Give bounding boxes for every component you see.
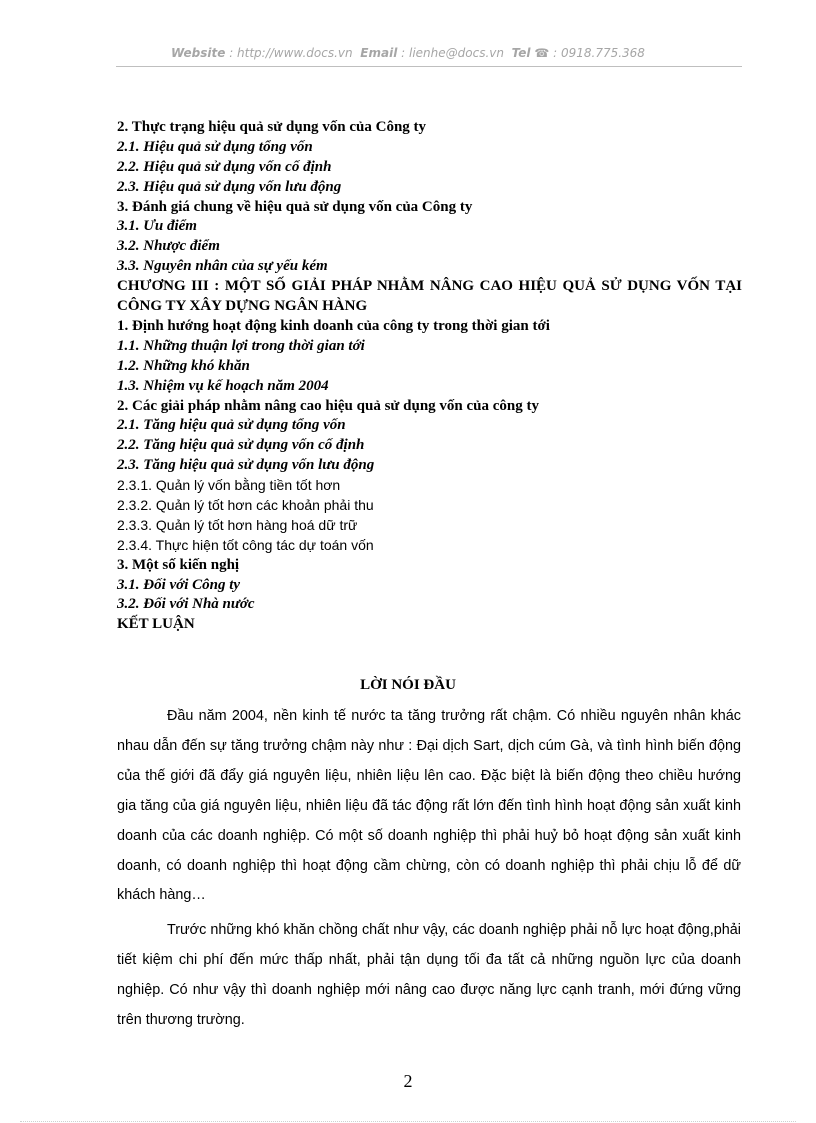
toc-entry: 2.3. Tăng hiệu quả sử dụng vốn lưu động xyxy=(117,457,375,474)
toc-entry: 1.2. Những khó khăn xyxy=(117,357,250,374)
toc-entry: 3. Đánh giá chung về hiệu quả sử dụng vốn của Công ty xyxy=(117,198,473,215)
toc-entry: 2.3.1. Quản lý vốn bằng tiền tốt hơn xyxy=(117,477,341,494)
toc-entry: 1. Định hướng hoạt động kinh doanh của công ty trong thời gian tới xyxy=(117,317,550,334)
paragraph: Đầu năm 2004, nền kinh tế nước ta tăng trưởng rất chậm. Có nhiều nguyên nhân khác nhau dẫn đến sự tăng trưởng chậm này như : Đại dịch Sart, dịch cúm Gà, và tình hình biến động của thế giới đã đẩy giá nguyên liệu, nhiên liệu lên cao. Đặc biệt là biến động theo chiều hướng gia tăng của giá nguyên liệu, nhiên liệu đã tác động rất lớn đến tình hình hoạt động sản xuất kinh doanh của các doanh nghiệp. Có một số doanh nghiệp thì phải huỷ bỏ hoạt động sản xuất kinh doanh, có doanh nghiệp thì hoạt động cầm chừng, còn có doanh nghiệp thì phải chịu lỗ để dữ khách hàng… xyxy=(117,708,741,904)
footer-divider xyxy=(20,1121,796,1122)
table-of-contents xyxy=(117,118,742,635)
body-text xyxy=(117,702,741,1041)
toc-entry: 2.1. Tăng hiệu quả sử dụng tổng vốn xyxy=(117,417,346,434)
toc-entry: 3.3. Nguyên nhân của sự yếu kém xyxy=(117,258,328,275)
toc-entry: 3.1. Đối với Công ty xyxy=(117,576,241,593)
paragraph: Trước những khó khăn chồng chất như vậy, các doanh nghiệp phải nỗ lực hoạt động,phải tiết kiệm chi phí đến mức thấp nhất, phải tận dụng tối đa tất cả những nguồn lực của doanh nghiệp. Có như vậy thì doanh nghiệp mới nâng cao được năng lực cạnh tranh, mới đứng vững trên thương trường. xyxy=(117,922,741,1029)
toc-entry: 2.1. Hiệu quả sử dụng tổng vốn xyxy=(117,138,313,155)
toc-entry: 1.1. Những thuận lợi trong thời gian tới xyxy=(117,337,365,354)
toc-entry: 2.3. Hiệu quả sử dụng vốn lưu động xyxy=(117,178,342,195)
page-number: 2 xyxy=(403,1071,413,1091)
toc-entry: 3.2. Nhược điểm xyxy=(117,238,220,255)
email-value: : lienhe@docs.vn xyxy=(401,46,504,60)
toc-entry: 2. Các giải pháp nhằm nâng cao hiệu quả sử dụng vốn của công ty xyxy=(117,397,540,414)
toc-entry: 2.3.2. Quản lý tốt hơn các khoản phải thu xyxy=(117,496,374,513)
section-title: LỜI NÓI ĐẦU xyxy=(360,677,456,693)
email-label: Email xyxy=(360,46,398,60)
toc-entry: 2. Thực trạng hiệu quả sử dụng vốn của Công ty xyxy=(117,119,427,135)
toc-entry: 2.3.4. Thực hiện tốt công tác dự toán vốn xyxy=(117,536,374,553)
toc-entry: 2.2. Tăng hiệu quả sử dụng vốn cố định xyxy=(117,437,365,454)
website-label: Website xyxy=(171,46,226,60)
toc-entry: 2.3.3. Quản lý tốt hơn hàng hoá dữ trữ xyxy=(117,516,358,533)
toc-entry: 2.2. Hiệu quả sử dụng vốn cố định xyxy=(117,158,332,175)
toc-entry: 3. Một số kiến nghị xyxy=(117,556,240,573)
tel-value: ☎ : 0918.775.368 xyxy=(534,46,645,60)
header-divider xyxy=(116,66,742,67)
toc-entry: 3.1. Ưu điểm xyxy=(117,218,197,235)
chapter-heading: CHƯƠNG III : MỘT SỐ GIẢI PHÁP NHẰM NÂNG CAO HIỆU QUẢ SỬ DỤNG VỐN TẠI CÔNG TY XÂY DỰNG NGÂN HÀNG xyxy=(117,278,742,315)
toc-entry: KẾT LUẬN xyxy=(117,616,195,633)
website-value: : http://www.docs.vn xyxy=(229,46,353,60)
toc-entry: 3.2. Đối với Nhà nước xyxy=(117,596,255,613)
toc-entry: 1.3. Nhiệm vụ kế hoạch năm 2004 xyxy=(117,377,329,394)
page-header xyxy=(0,46,816,60)
tel-label: Tel xyxy=(511,46,531,60)
